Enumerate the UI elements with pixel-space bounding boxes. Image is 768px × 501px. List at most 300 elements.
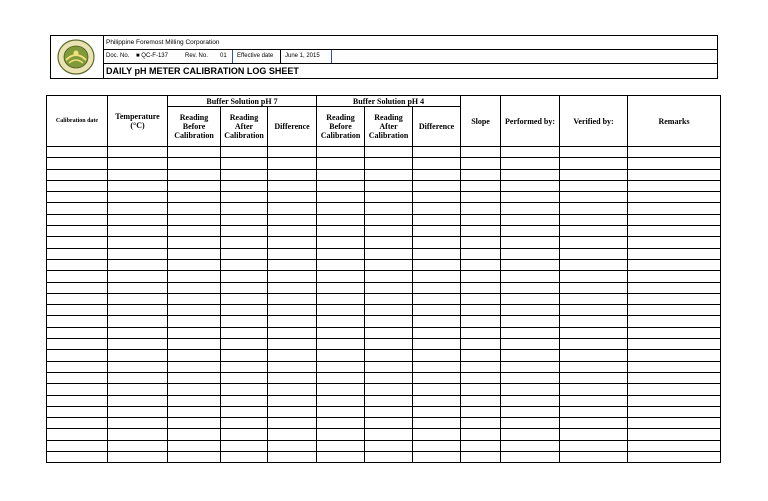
cell-temperature[interactable] — [108, 350, 168, 361]
cell-performed-by[interactable] — [501, 237, 560, 248]
cell-ph7-difference[interactable] — [268, 327, 317, 338]
cell-ph4-before[interactable] — [317, 429, 365, 440]
cell-calibration-date[interactable] — [47, 339, 108, 350]
cell-slope[interactable] — [461, 372, 501, 383]
cell-slope[interactable] — [461, 395, 501, 406]
cell-performed-by[interactable] — [501, 395, 560, 406]
cell-calibration-date[interactable] — [47, 395, 108, 406]
cell-verified-by[interactable] — [560, 293, 628, 304]
cell-remarks[interactable] — [628, 248, 721, 259]
cell-slope[interactable] — [461, 214, 501, 225]
cell-ph4-after[interactable] — [365, 429, 413, 440]
cell-ph7-before[interactable] — [168, 372, 221, 383]
cell-temperature[interactable] — [108, 192, 168, 203]
cell-ph7-before[interactable] — [168, 406, 221, 417]
cell-ph4-before[interactable] — [317, 395, 365, 406]
cell-remarks[interactable] — [628, 158, 721, 169]
cell-ph4-before[interactable] — [317, 440, 365, 451]
cell-ph4-difference[interactable] — [413, 395, 461, 406]
cell-performed-by[interactable] — [501, 169, 560, 180]
cell-ph7-after[interactable] — [221, 248, 268, 259]
cell-verified-by[interactable] — [560, 248, 628, 259]
cell-ph7-difference[interactable] — [268, 305, 317, 316]
cell-ph4-difference[interactable] — [413, 248, 461, 259]
cell-ph4-after[interactable] — [365, 147, 413, 158]
cell-ph7-after[interactable] — [221, 452, 268, 463]
cell-temperature[interactable] — [108, 147, 168, 158]
cell-ph7-difference[interactable] — [268, 406, 317, 417]
cell-calibration-date[interactable] — [47, 237, 108, 248]
cell-ph4-difference[interactable] — [413, 226, 461, 237]
cell-performed-by[interactable] — [501, 192, 560, 203]
cell-ph7-before[interactable] — [168, 203, 221, 214]
cell-remarks[interactable] — [628, 395, 721, 406]
cell-performed-by[interactable] — [501, 158, 560, 169]
cell-calibration-date[interactable] — [47, 158, 108, 169]
cell-calibration-date[interactable] — [47, 372, 108, 383]
cell-ph4-before[interactable] — [317, 192, 365, 203]
cell-temperature[interactable] — [108, 339, 168, 350]
cell-ph4-difference[interactable] — [413, 271, 461, 282]
cell-ph4-before[interactable] — [317, 147, 365, 158]
cell-ph7-before[interactable] — [168, 395, 221, 406]
cell-ph4-after[interactable] — [365, 452, 413, 463]
cell-slope[interactable] — [461, 192, 501, 203]
cell-ph4-after[interactable] — [365, 203, 413, 214]
cell-ph4-before[interactable] — [317, 237, 365, 248]
cell-ph7-before[interactable] — [168, 327, 221, 338]
cell-remarks[interactable] — [628, 350, 721, 361]
cell-performed-by[interactable] — [501, 361, 560, 372]
cell-slope[interactable] — [461, 271, 501, 282]
cell-ph7-after[interactable] — [221, 147, 268, 158]
cell-ph7-before[interactable] — [168, 440, 221, 451]
cell-verified-by[interactable] — [560, 395, 628, 406]
cell-slope[interactable] — [461, 339, 501, 350]
cell-temperature[interactable] — [108, 293, 168, 304]
cell-ph7-after[interactable] — [221, 259, 268, 270]
cell-ph7-before[interactable] — [168, 147, 221, 158]
cell-ph4-difference[interactable] — [413, 384, 461, 395]
cell-ph4-before[interactable] — [317, 452, 365, 463]
cell-remarks[interactable] — [628, 305, 721, 316]
cell-ph4-after[interactable] — [365, 361, 413, 372]
cell-ph4-difference[interactable] — [413, 327, 461, 338]
cell-temperature[interactable] — [108, 406, 168, 417]
cell-ph7-before[interactable] — [168, 169, 221, 180]
cell-ph4-difference[interactable] — [413, 282, 461, 293]
cell-remarks[interactable] — [628, 316, 721, 327]
cell-ph4-difference[interactable] — [413, 339, 461, 350]
cell-ph4-after[interactable] — [365, 350, 413, 361]
cell-ph7-before[interactable] — [168, 305, 221, 316]
cell-slope[interactable] — [461, 259, 501, 270]
cell-verified-by[interactable] — [560, 305, 628, 316]
cell-ph4-difference[interactable] — [413, 192, 461, 203]
cell-slope[interactable] — [461, 305, 501, 316]
cell-ph4-before[interactable] — [317, 406, 365, 417]
cell-ph4-after[interactable] — [365, 248, 413, 259]
cell-slope[interactable] — [461, 384, 501, 395]
cell-verified-by[interactable] — [560, 282, 628, 293]
cell-remarks[interactable] — [628, 203, 721, 214]
cell-ph4-difference[interactable] — [413, 361, 461, 372]
cell-verified-by[interactable] — [560, 158, 628, 169]
cell-slope[interactable] — [461, 429, 501, 440]
cell-performed-by[interactable] — [501, 180, 560, 191]
cell-ph4-before[interactable] — [317, 293, 365, 304]
cell-slope[interactable] — [461, 282, 501, 293]
cell-verified-by[interactable] — [560, 327, 628, 338]
cell-ph7-after[interactable] — [221, 305, 268, 316]
cell-ph7-before[interactable] — [168, 350, 221, 361]
cell-performed-by[interactable] — [501, 327, 560, 338]
cell-temperature[interactable] — [108, 271, 168, 282]
cell-ph4-after[interactable] — [365, 327, 413, 338]
cell-calibration-date[interactable] — [47, 316, 108, 327]
cell-remarks[interactable] — [628, 147, 721, 158]
cell-temperature[interactable] — [108, 305, 168, 316]
cell-calibration-date[interactable] — [47, 271, 108, 282]
cell-temperature[interactable] — [108, 452, 168, 463]
cell-remarks[interactable] — [628, 418, 721, 429]
cell-performed-by[interactable] — [501, 418, 560, 429]
cell-ph7-difference[interactable] — [268, 361, 317, 372]
cell-ph4-before[interactable] — [317, 372, 365, 383]
cell-temperature[interactable] — [108, 169, 168, 180]
cell-remarks[interactable] — [628, 214, 721, 225]
cell-ph4-after[interactable] — [365, 372, 413, 383]
cell-ph4-after[interactable] — [365, 169, 413, 180]
cell-ph4-difference[interactable] — [413, 406, 461, 417]
cell-ph4-after[interactable] — [365, 237, 413, 248]
cell-ph7-after[interactable] — [221, 203, 268, 214]
cell-calibration-date[interactable] — [47, 429, 108, 440]
cell-ph4-after[interactable] — [365, 293, 413, 304]
cell-performed-by[interactable] — [501, 214, 560, 225]
cell-temperature[interactable] — [108, 440, 168, 451]
cell-verified-by[interactable] — [560, 192, 628, 203]
cell-calibration-date[interactable] — [47, 214, 108, 225]
cell-ph7-difference[interactable] — [268, 316, 317, 327]
cell-ph7-after[interactable] — [221, 418, 268, 429]
cell-slope[interactable] — [461, 226, 501, 237]
cell-performed-by[interactable] — [501, 384, 560, 395]
cell-performed-by[interactable] — [501, 293, 560, 304]
cell-remarks[interactable] — [628, 259, 721, 270]
cell-ph4-after[interactable] — [365, 259, 413, 270]
cell-performed-by[interactable] — [501, 339, 560, 350]
cell-performed-by[interactable] — [501, 372, 560, 383]
cell-performed-by[interactable] — [501, 305, 560, 316]
cell-temperature[interactable] — [108, 248, 168, 259]
cell-ph7-before[interactable] — [168, 226, 221, 237]
cell-slope[interactable] — [461, 180, 501, 191]
cell-ph7-before[interactable] — [168, 180, 221, 191]
cell-calibration-date[interactable] — [47, 248, 108, 259]
cell-ph7-before[interactable] — [168, 384, 221, 395]
cell-ph4-difference[interactable] — [413, 180, 461, 191]
cell-ph4-before[interactable] — [317, 248, 365, 259]
cell-slope[interactable] — [461, 406, 501, 417]
cell-temperature[interactable] — [108, 226, 168, 237]
cell-slope[interactable] — [461, 248, 501, 259]
cell-ph4-difference[interactable] — [413, 440, 461, 451]
cell-verified-by[interactable] — [560, 429, 628, 440]
cell-temperature[interactable] — [108, 259, 168, 270]
cell-ph4-before[interactable] — [317, 169, 365, 180]
cell-calibration-date[interactable] — [47, 305, 108, 316]
cell-performed-by[interactable] — [501, 440, 560, 451]
cell-ph4-before[interactable] — [317, 226, 365, 237]
cell-verified-by[interactable] — [560, 384, 628, 395]
cell-calibration-date[interactable] — [47, 361, 108, 372]
cell-ph7-difference[interactable] — [268, 147, 317, 158]
cell-remarks[interactable] — [628, 282, 721, 293]
cell-ph4-after[interactable] — [365, 339, 413, 350]
cell-ph7-difference[interactable] — [268, 282, 317, 293]
cell-temperature[interactable] — [108, 237, 168, 248]
cell-ph7-before[interactable] — [168, 237, 221, 248]
cell-ph7-before[interactable] — [168, 293, 221, 304]
cell-verified-by[interactable] — [560, 237, 628, 248]
cell-temperature[interactable] — [108, 316, 168, 327]
cell-verified-by[interactable] — [560, 452, 628, 463]
cell-performed-by[interactable] — [501, 406, 560, 417]
cell-ph7-after[interactable] — [221, 214, 268, 225]
cell-remarks[interactable] — [628, 339, 721, 350]
cell-ph4-before[interactable] — [317, 418, 365, 429]
cell-ph4-difference[interactable] — [413, 418, 461, 429]
cell-ph4-before[interactable] — [317, 305, 365, 316]
cell-ph7-difference[interactable] — [268, 259, 317, 270]
cell-ph4-before[interactable] — [317, 384, 365, 395]
cell-calibration-date[interactable] — [47, 452, 108, 463]
cell-ph4-after[interactable] — [365, 418, 413, 429]
cell-remarks[interactable] — [628, 293, 721, 304]
cell-ph7-after[interactable] — [221, 226, 268, 237]
cell-performed-by[interactable] — [501, 147, 560, 158]
cell-calibration-date[interactable] — [47, 169, 108, 180]
cell-verified-by[interactable] — [560, 203, 628, 214]
cell-ph7-after[interactable] — [221, 237, 268, 248]
cell-ph7-before[interactable] — [168, 282, 221, 293]
cell-slope[interactable] — [461, 316, 501, 327]
cell-ph7-difference[interactable] — [268, 372, 317, 383]
cell-ph4-after[interactable] — [365, 440, 413, 451]
cell-ph4-after[interactable] — [365, 282, 413, 293]
cell-ph4-before[interactable] — [317, 180, 365, 191]
cell-ph4-difference[interactable] — [413, 214, 461, 225]
cell-verified-by[interactable] — [560, 418, 628, 429]
cell-remarks[interactable] — [628, 180, 721, 191]
cell-ph4-after[interactable] — [365, 158, 413, 169]
cell-ph7-before[interactable] — [168, 271, 221, 282]
cell-calibration-date[interactable] — [47, 259, 108, 270]
cell-performed-by[interactable] — [501, 259, 560, 270]
cell-ph4-difference[interactable] — [413, 316, 461, 327]
cell-temperature[interactable] — [108, 282, 168, 293]
cell-verified-by[interactable] — [560, 316, 628, 327]
cell-ph7-after[interactable] — [221, 282, 268, 293]
cell-ph4-after[interactable] — [365, 384, 413, 395]
cell-ph4-after[interactable] — [365, 192, 413, 203]
cell-ph7-before[interactable] — [168, 339, 221, 350]
cell-temperature[interactable] — [108, 418, 168, 429]
cell-remarks[interactable] — [628, 327, 721, 338]
cell-temperature[interactable] — [108, 429, 168, 440]
cell-slope[interactable] — [461, 418, 501, 429]
cell-ph7-before[interactable] — [168, 452, 221, 463]
cell-ph4-difference[interactable] — [413, 237, 461, 248]
cell-ph4-after[interactable] — [365, 214, 413, 225]
cell-ph4-difference[interactable] — [413, 259, 461, 270]
cell-calibration-date[interactable] — [47, 293, 108, 304]
cell-ph7-difference[interactable] — [268, 192, 317, 203]
cell-temperature[interactable] — [108, 372, 168, 383]
cell-ph7-difference[interactable] — [268, 271, 317, 282]
cell-ph7-after[interactable] — [221, 429, 268, 440]
cell-slope[interactable] — [461, 327, 501, 338]
cell-ph4-difference[interactable] — [413, 203, 461, 214]
cell-ph7-difference[interactable] — [268, 384, 317, 395]
cell-ph4-after[interactable] — [365, 316, 413, 327]
cell-calibration-date[interactable] — [47, 327, 108, 338]
cell-verified-by[interactable] — [560, 180, 628, 191]
cell-ph4-before[interactable] — [317, 350, 365, 361]
cell-ph7-difference[interactable] — [268, 429, 317, 440]
cell-remarks[interactable] — [628, 372, 721, 383]
cell-calibration-date[interactable] — [47, 180, 108, 191]
cell-ph4-after[interactable] — [365, 271, 413, 282]
cell-remarks[interactable] — [628, 361, 721, 372]
cell-performed-by[interactable] — [501, 429, 560, 440]
cell-ph7-before[interactable] — [168, 361, 221, 372]
cell-ph4-before[interactable] — [317, 339, 365, 350]
cell-ph4-difference[interactable] — [413, 429, 461, 440]
cell-remarks[interactable] — [628, 429, 721, 440]
cell-temperature[interactable] — [108, 395, 168, 406]
cell-calibration-date[interactable] — [47, 192, 108, 203]
cell-calibration-date[interactable] — [47, 147, 108, 158]
cell-remarks[interactable] — [628, 226, 721, 237]
cell-verified-by[interactable] — [560, 169, 628, 180]
cell-calibration-date[interactable] — [47, 440, 108, 451]
cell-ph7-difference[interactable] — [268, 180, 317, 191]
cell-ph7-before[interactable] — [168, 214, 221, 225]
cell-ph7-difference[interactable] — [268, 440, 317, 451]
cell-performed-by[interactable] — [501, 350, 560, 361]
cell-calibration-date[interactable] — [47, 203, 108, 214]
cell-ph7-after[interactable] — [221, 169, 268, 180]
cell-ph7-before[interactable] — [168, 248, 221, 259]
cell-calibration-date[interactable] — [47, 350, 108, 361]
cell-slope[interactable] — [461, 203, 501, 214]
cell-calibration-date[interactable] — [47, 406, 108, 417]
cell-ph7-difference[interactable] — [268, 350, 317, 361]
cell-temperature[interactable] — [108, 327, 168, 338]
cell-verified-by[interactable] — [560, 339, 628, 350]
cell-remarks[interactable] — [628, 192, 721, 203]
cell-ph7-before[interactable] — [168, 192, 221, 203]
cell-remarks[interactable] — [628, 384, 721, 395]
cell-temperature[interactable] — [108, 203, 168, 214]
cell-ph4-after[interactable] — [365, 406, 413, 417]
cell-ph7-after[interactable] — [221, 406, 268, 417]
cell-ph4-before[interactable] — [317, 214, 365, 225]
cell-ph7-before[interactable] — [168, 316, 221, 327]
cell-ph7-after[interactable] — [221, 158, 268, 169]
cell-ph7-after[interactable] — [221, 384, 268, 395]
cell-temperature[interactable] — [108, 214, 168, 225]
cell-slope[interactable] — [461, 293, 501, 304]
cell-calibration-date[interactable] — [47, 418, 108, 429]
cell-ph4-after[interactable] — [365, 305, 413, 316]
cell-verified-by[interactable] — [560, 350, 628, 361]
cell-ph7-difference[interactable] — [268, 214, 317, 225]
cell-remarks[interactable] — [628, 406, 721, 417]
cell-calibration-date[interactable] — [47, 282, 108, 293]
cell-ph7-difference[interactable] — [268, 452, 317, 463]
cell-ph4-before[interactable] — [317, 316, 365, 327]
cell-verified-by[interactable] — [560, 259, 628, 270]
cell-slope[interactable] — [461, 147, 501, 158]
cell-ph7-before[interactable] — [168, 259, 221, 270]
cell-ph7-after[interactable] — [221, 361, 268, 372]
cell-temperature[interactable] — [108, 384, 168, 395]
cell-ph4-difference[interactable] — [413, 350, 461, 361]
cell-ph4-difference[interactable] — [413, 452, 461, 463]
cell-ph7-difference[interactable] — [268, 203, 317, 214]
cell-ph4-before[interactable] — [317, 259, 365, 270]
cell-slope[interactable] — [461, 361, 501, 372]
cell-remarks[interactable] — [628, 440, 721, 451]
cell-ph7-after[interactable] — [221, 293, 268, 304]
cell-calibration-date[interactable] — [47, 226, 108, 237]
cell-ph7-difference[interactable] — [268, 158, 317, 169]
cell-ph7-after[interactable] — [221, 271, 268, 282]
cell-ph4-before[interactable] — [317, 282, 365, 293]
cell-ph4-after[interactable] — [365, 395, 413, 406]
cell-performed-by[interactable] — [501, 282, 560, 293]
cell-ph4-before[interactable] — [317, 158, 365, 169]
cell-performed-by[interactable] — [501, 226, 560, 237]
cell-ph4-difference[interactable] — [413, 372, 461, 383]
cell-ph7-before[interactable] — [168, 158, 221, 169]
cell-ph4-before[interactable] — [317, 203, 365, 214]
cell-performed-by[interactable] — [501, 452, 560, 463]
cell-ph7-difference[interactable] — [268, 237, 317, 248]
cell-slope[interactable] — [461, 452, 501, 463]
cell-ph7-after[interactable] — [221, 192, 268, 203]
cell-slope[interactable] — [461, 237, 501, 248]
cell-ph7-before[interactable] — [168, 418, 221, 429]
cell-performed-by[interactable] — [501, 248, 560, 259]
cell-ph4-difference[interactable] — [413, 147, 461, 158]
cell-verified-by[interactable] — [560, 440, 628, 451]
cell-ph4-difference[interactable] — [413, 305, 461, 316]
cell-remarks[interactable] — [628, 452, 721, 463]
cell-ph4-difference[interactable] — [413, 169, 461, 180]
cell-ph4-after[interactable] — [365, 180, 413, 191]
cell-ph7-after[interactable] — [221, 350, 268, 361]
cell-slope[interactable] — [461, 158, 501, 169]
cell-temperature[interactable] — [108, 158, 168, 169]
cell-ph7-difference[interactable] — [268, 418, 317, 429]
cell-ph4-difference[interactable] — [413, 293, 461, 304]
cell-ph7-before[interactable] — [168, 429, 221, 440]
cell-verified-by[interactable] — [560, 226, 628, 237]
